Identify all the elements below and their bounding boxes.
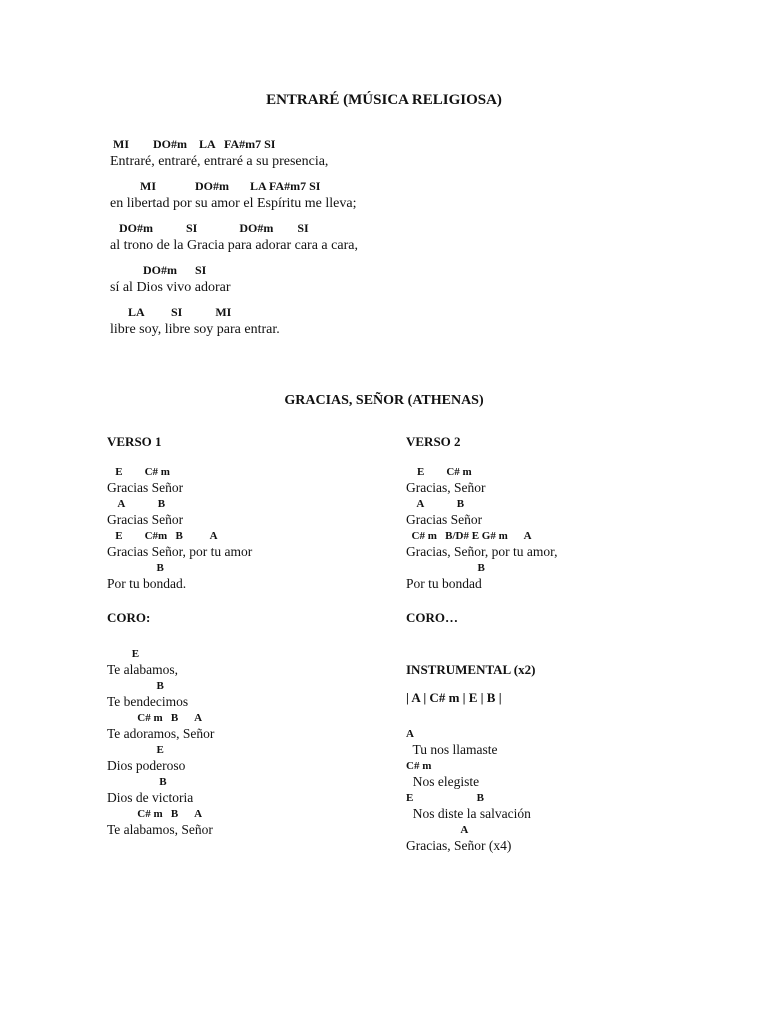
verso1-heading: VERSO 1 — [107, 434, 162, 449]
song1-body — [110, 136, 358, 346]
chord-line: A B — [107, 498, 166, 510]
lyric-line: Gracias, Señor — [406, 480, 486, 495]
chord-line: E B — [406, 792, 484, 804]
lyric-line: Gracias Señor — [107, 512, 184, 527]
chord-line: C# m B A — [107, 808, 203, 820]
chord-line: MI DO#m LA FA#m7 SI — [110, 137, 276, 151]
lyric-line: Gracias Señor — [107, 480, 184, 495]
chord-line: C# m B A — [107, 712, 203, 724]
instrumental-heading: INSTRUMENTAL (x2) — [406, 662, 536, 677]
right-column — [406, 434, 558, 854]
chord-line: A — [406, 824, 469, 836]
lyric-line: Gracias, Señor (x4) — [406, 838, 512, 853]
chord-line: E — [107, 648, 140, 660]
chord-line: A B — [406, 498, 465, 510]
lyric-line: Por tu bondad. — [107, 576, 187, 591]
lyric-line: Te alabamos, Señor — [107, 822, 213, 837]
lyric-line: libre soy, libre soy para entrar. — [110, 322, 280, 337]
chord-line: B — [107, 776, 167, 788]
lyric-line: Por tu bondad — [406, 576, 482, 591]
chord-line: DO#m SI — [110, 263, 207, 277]
chord-line: DO#m SI DO#m SI — [110, 221, 309, 235]
chord-line: E C# m — [107, 466, 170, 478]
chord-line: B — [107, 680, 164, 692]
chord-line: E C# m — [406, 466, 472, 478]
lyric-line: Nos elegiste — [406, 774, 480, 789]
chord-line: A — [406, 728, 414, 740]
lyric-line: sí al Dios vivo adorar — [110, 280, 231, 295]
chord-line: MI DO#m LA FA#m7 SI — [110, 179, 321, 193]
chord-line: E — [107, 744, 164, 756]
song1-title: ENTRARÉ (MÚSICA RELIGIOSA) — [266, 92, 502, 108]
lyric-line: Dios poderoso — [107, 758, 186, 773]
lyric-line: en libertad por su amor el Espíritu me lleva; — [110, 196, 357, 211]
lyric-line: Gracias Señor — [406, 512, 483, 527]
lyric-line: Gracias, Señor, por tu amor, — [406, 544, 558, 559]
left-column — [107, 434, 252, 838]
coro-heading: CORO: — [107, 610, 151, 625]
chord-line: B — [107, 562, 164, 574]
lyric-line: Dios de victoria — [107, 790, 194, 805]
song2-title: GRACIAS, SEÑOR (ATHENAS) — [284, 393, 484, 408]
lyric-line: Nos diste la salvación — [406, 806, 531, 821]
chord-line: E C#m B A — [107, 530, 218, 542]
lyric-line: Te alabamos, — [107, 662, 179, 677]
lyric-line: Gracias Señor, por tu amor — [107, 544, 253, 559]
lyric-line: Tu nos llamaste — [406, 742, 498, 757]
chord-line: C# m — [406, 760, 432, 772]
verso2-heading: VERSO 2 — [406, 434, 461, 449]
lyric-line: al trono de la Gracia para adorar cara a cara, — [110, 238, 358, 253]
chord-line: B — [406, 562, 485, 574]
chord-line: C# m B/D# E G# m A — [406, 530, 532, 542]
instrumental-progression: | A | C# m | E | B | — [406, 690, 502, 705]
lyric-line: Entraré, entraré, entraré a su presencia, — [110, 154, 329, 169]
chord-line: LA SI MI — [110, 305, 232, 319]
lyric-line: Te adoramos, Señor — [107, 726, 215, 741]
coro2-heading: CORO… — [406, 610, 458, 625]
lyric-line: Te bendecimos — [107, 694, 189, 709]
